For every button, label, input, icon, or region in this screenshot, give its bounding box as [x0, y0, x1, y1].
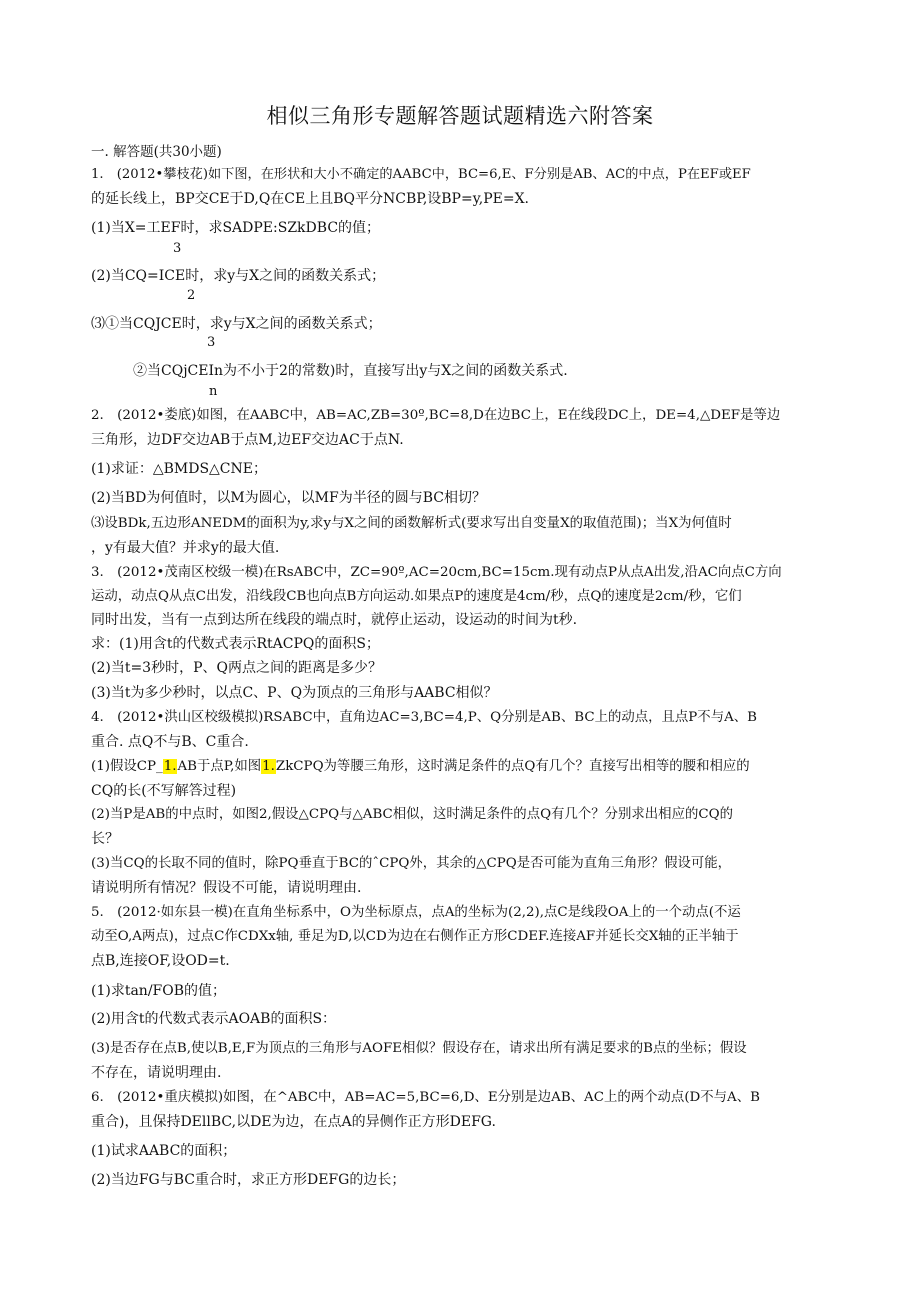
problem-4-part-2: (2)当P是AB的中点时，如图2,假设△CPQ与△ABC相似，这时满足条件的点Q有几个？分别求出相应的CQ的 — [91, 807, 733, 822]
problem-4-part-3-cont: 请说明所有情况？假设不可能，请说明理由. — [91, 880, 362, 896]
problem-3-part-2: (2)当t=3秒时，P、Q两点之间的距离是多少？ — [91, 660, 382, 676]
problem-4-part-1 — [91, 757, 750, 777]
problem-4-part-1-text-c: ZkCPQ为等腰三角形，这时满足条件的点Q有几个？直接写出相等的腰和相应的 — [275, 759, 750, 774]
problem-6-part-2: (2)当边FG与BC重合时，求正方形DEFG的边长； — [91, 1172, 406, 1188]
problem-4-line-1: 4. (2012•洪山区校级模拟)RSABC中，直角边AC=3,BC=4,P、Q分别是AB、BC上的动点，且点P不与A、B — [91, 710, 757, 725]
problem-1-part-1: (1)当X=工EF时，求SADPE:SZkDBC的值； — [91, 220, 381, 236]
problem-4-part-1-text-a: (1)假设CP_ — [91, 759, 163, 774]
problem-4-part-3: (3)当CQ的长取不同的值时，除PQ垂直于BC的ˆCPQ外，其余的△CPQ是否可能为直角三角形？假设可能， — [91, 856, 732, 871]
problem-5-line-3: 点B,连接OF,设OD=t. — [91, 953, 230, 969]
problem-6-line-2: 重合)，且保持DEllBC,以DE为边，在点A的异侧作正方形DEFG. — [91, 1114, 496, 1130]
problem-2-part-2: (2)当BD为何值时，以M为圆心，以MF为半径的圆与BC相切？ — [91, 490, 486, 506]
highlighted-text: 1. — [163, 759, 177, 774]
problem-1-part-3: ⑶①当CQJCE时，求y与X之间的函数关系式； — [91, 316, 382, 332]
problem-5-part-1: (1)求tan/FOB的值； — [91, 983, 227, 999]
problem-3-part-1: 求：(1)用含t的代数式表示RtACPQ的面积S； — [91, 636, 380, 652]
problem-1-part-3b: ②当CQjCEIn为不小于2的常数)时，直接写出y与X之间的函数关系式. — [133, 363, 568, 379]
section-heading: 一. 解答题(共30小题) — [91, 144, 222, 160]
problem-2-part-3-cont: ，y有最大值？并求y的最大值. — [91, 540, 280, 556]
problem-5-part-3: (3)是否存在点B,使以B,E,F为顶点的三角形与AOFE相似？假设存在，请求出所有满足要求的B点的坐标；假设 — [91, 1041, 747, 1056]
document-title: 相似三角形专题解答题试题精选六附答案 — [266, 104, 654, 128]
problem-3-line-2: 运动，动点Q从点C出发，沿线段CB也向点B方向运动.如果点P的速度是4cm∕秒，点Q的速度是2cm∕秒，它们 — [91, 589, 742, 604]
problem-2-part-3: ⑶设BDk,五边形ANEDM的面积为y,求y与X之间的函数解析式(要求写出自变量X的取值范围)；当X为何值时 — [91, 516, 732, 531]
problem-3-part-3: (3)当t为多少秒时，以点C、P、Q为顶点的三角形与AABC相似？ — [91, 685, 498, 701]
problem-5-part-3-cont: 不存在，请说明理由. — [91, 1065, 222, 1081]
problem-4-part-2-cont: 长？ — [91, 831, 119, 847]
problem-1-part-3-denominator: 3 — [207, 335, 216, 350]
problem-1-part-2-denominator: 2 — [187, 288, 196, 303]
problem-1-part-2: (2)当CQ=ICE时，求y与X之间的函数关系式； — [91, 268, 386, 284]
highlighted-text: 1. — [262, 759, 275, 774]
problem-6-part-1: (1)试求AABC的面积； — [91, 1143, 237, 1159]
problem-4-line-2: 重合. 点Q不与B、C重合. — [91, 734, 249, 750]
problem-3-line-3: 同时出发，当有一点到达所在线段的端点时，就停止运动，设运动的时间为t秒. — [91, 612, 578, 628]
problem-1-line-2: 的延长线上，BP交CE于D,Q在CE上且BQ平分NCBP,设BP=y,PE=X. — [91, 191, 529, 207]
problem-6-line-1: 6. (2012•重庆模拟)如图，在^ABC中，AB=AC=5,BC=6,D、E分别是边AB、AC上的两个动点(D不与A、B — [91, 1090, 760, 1105]
problem-5-part-2: (2)用含t的代数式表示AOAB的面积S： — [91, 1011, 337, 1027]
problem-2-line-2: 三角形，边DF交边AB于点M,边EF交边AC于点N. — [91, 432, 404, 448]
problem-1-line-1: 1. (2012•攀枝花)如下图，在形状和大小不确定的AABC中，BC=6,E、F分别是AB、AC的中点，P在EF或EF — [91, 167, 751, 182]
problem-2-line-1: 2. (2012•娄底)如图，在AABC中，AB=AC,ZB=30º,BC=8,D在边BC上，E在线段DC上，DE=4,△DEF是等边 — [91, 408, 781, 423]
problem-4-part-1-cont: CQ的长(不写解答过程) — [91, 783, 237, 799]
problem-5-line-2: 动至O,A两点)，过点C作CDXx轴, 垂足为D,以CD为边在右侧作正方形CDEF.连接AF并延长交X轴的正半轴于 — [91, 929, 739, 944]
problem-2-part-1: (1)求证：△BMDS△CNE； — [91, 461, 267, 477]
problem-4-part-1-text-b: AB于点P,如图 — [177, 759, 262, 774]
problem-5-line-1: 5. (2012·如东县一模)在直角坐标系中，O为坐标原点，点A的坐标为(2,2),点C是线段OA上的一个动点(不运 — [91, 905, 741, 920]
problem-1-part-3b-denominator: n — [209, 384, 218, 399]
problem-1-part-1-denominator: 3 — [173, 241, 182, 256]
problem-3-line-1: 3. (2012•茂南区校级一模)在RsABC中，ZC=90º,AC=20cm,BC=15cm.现有动点P从点A出发,沿AC向点C方向 — [91, 565, 782, 580]
